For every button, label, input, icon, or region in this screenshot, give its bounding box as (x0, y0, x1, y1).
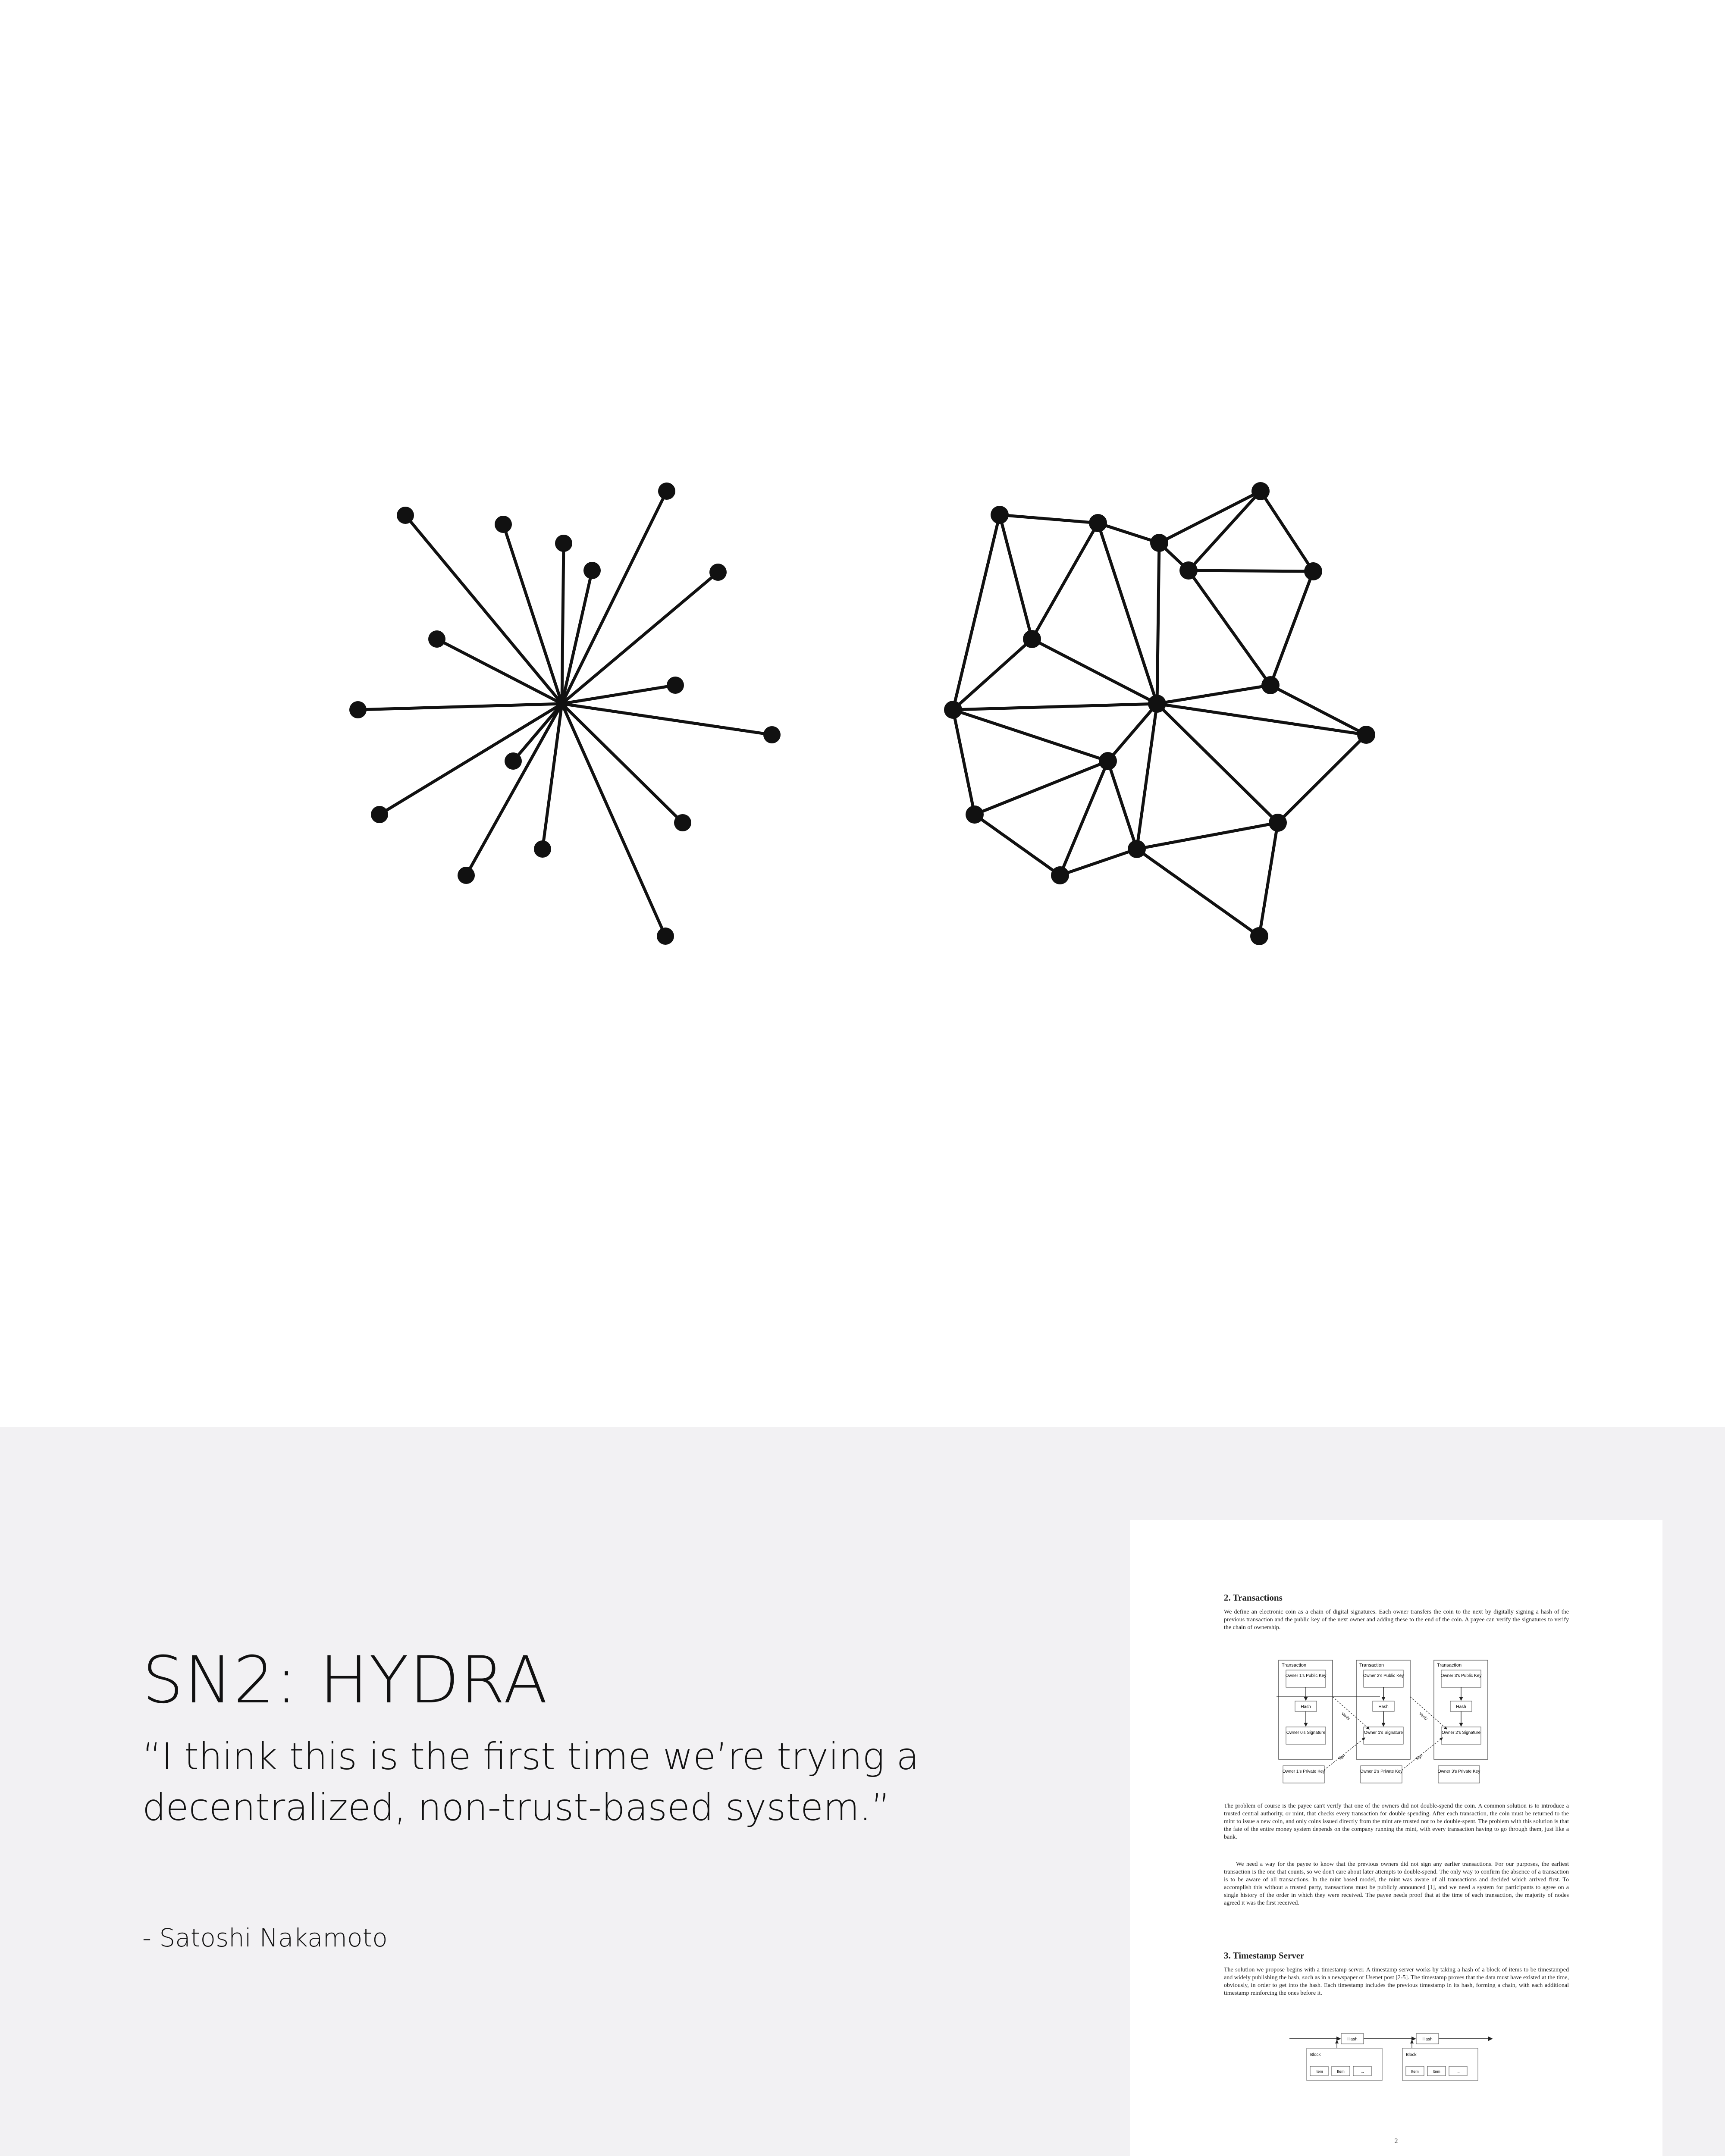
mesh-node (991, 506, 1009, 524)
mesh-edge (1270, 571, 1313, 685)
hash-label-1: Hash (1347, 2037, 1358, 2042)
item-label-2: Item (1337, 2069, 1345, 2074)
quote-line-2: decentralized, non-trust-based system.” (142, 1786, 891, 1829)
hash-label-2: Hash (1422, 2037, 1433, 2042)
mesh-edge (1159, 491, 1261, 543)
owner-2-signature: Owner 2's Signature (1441, 1730, 1481, 1735)
page-title: SN2: HYDRA (142, 1643, 549, 1718)
item-ellipsis-2: ... (1456, 2069, 1460, 2074)
section-3-heading: 3. Timestamp Server (1224, 1950, 1305, 1961)
star-node (397, 507, 414, 524)
owner-0-signature: Owner 0's Signature (1286, 1730, 1326, 1735)
quote-author: - Satoshi Nakamoto (142, 1923, 388, 1952)
mesh-node (1251, 482, 1270, 500)
mesh-edge (1259, 823, 1278, 936)
star-node (709, 564, 727, 581)
mesh-edge (953, 710, 1108, 761)
star-edge (562, 704, 683, 823)
star-node (674, 814, 691, 831)
paragraph-double-spend: The problem of course is the payee can't verify that one of the owners did not double-spend the coin. A common solution is to introduce a trusted central authority, or mint, that checks every transaction for double spending. After each transaction, the coin must be returned to the mint to issue a new coin, and only coins issued directly from the mint are trusted not to be double-spent. The problem with this solution is that the fate of the entire money system depends on the company running the mint, with every transaction having to go through them, just like a bank. (1224, 1803, 1569, 1840)
owner-1-public-key: Owner 1's Public Key (1285, 1673, 1327, 1678)
mesh-edge (953, 515, 1000, 710)
mesh-edge (1032, 523, 1098, 639)
star-node (495, 516, 512, 533)
star-edge (562, 543, 564, 704)
mesh-edge (1137, 849, 1259, 936)
star-node (458, 867, 475, 884)
section-2-intro: We define an electronic coin as a chain of digital signatures. Each owner transfers the coin to the next by digitally signing a hash of the previous transaction and the public key of the next owner and adding these to the end of the coin. A payee can verify the signatures to verify the chain of ownership. (1224, 1609, 1569, 1631)
star-node (505, 752, 522, 770)
mesh-edge (1137, 823, 1278, 849)
star-edge (380, 704, 562, 815)
mesh-node (1269, 814, 1287, 832)
transaction-label-3: Transaction (1437, 1663, 1462, 1668)
mesh-edge (1157, 543, 1159, 704)
star-edge (543, 704, 562, 849)
mesh-node (1128, 840, 1146, 858)
mesh-edge (1157, 685, 1270, 704)
mesh-node (966, 805, 984, 824)
transaction-label-2: Transaction (1359, 1663, 1384, 1668)
mesh-edge (1000, 515, 1098, 523)
item-label-3: Item (1411, 2069, 1419, 2074)
mesh-edge (1261, 491, 1313, 571)
mesh-edge (953, 639, 1032, 710)
item-ellipsis-1: ... (1361, 2069, 1364, 2074)
mesh-edge (1000, 515, 1032, 639)
mesh-node (1051, 866, 1069, 884)
quote-line-1: “I think this is the first time we’re trying a (142, 1735, 919, 1778)
owner-3-private-key: Owner 3's Private Key (1437, 1769, 1480, 1774)
star-node (658, 483, 675, 500)
mesh-edge (1060, 849, 1137, 875)
mesh-edge (953, 704, 1157, 710)
verify-label-2: Verify (1418, 1711, 1429, 1721)
star-node (555, 535, 572, 552)
star-node (763, 726, 781, 743)
mesh-edge (1189, 570, 1270, 685)
mesh-edge (1189, 570, 1313, 571)
mesh-node (944, 701, 962, 719)
owner-2-private-key: Owner 2's Private Key (1360, 1769, 1403, 1774)
mesh-node (1089, 514, 1107, 532)
mesh-node (1023, 630, 1041, 648)
hash-box-3: Hash (1456, 1705, 1466, 1709)
timestamp-chain-diagram (1289, 2031, 1505, 2087)
mesh-node (1250, 927, 1268, 945)
whitepaper-page (1130, 1520, 1662, 2156)
mesh-node (1150, 534, 1168, 552)
mesh-node (1148, 695, 1166, 713)
mesh-node (1357, 726, 1375, 744)
star-edge (562, 704, 665, 936)
paragraph-first-received: We need a way for the payee to know that the previous owners did not sign any earlier transactions. For our purposes, the earliest transaction is the one that counts, so we don't care about later attempts to double-spend. The only way to confirm the absence of a transaction is to be aware of all transactions. In the mint based model, the mint was aware of all transactions and decided which arrived first. To accomplish this without a trusted party, transactions must be publicly announced [1], and we need a system for participants to agree on a single history of the order in which they were received. The payee needs proof that at the time of each transaction, the majority of nodes agreed it was the first received. (1224, 1861, 1569, 1906)
transaction-label-1: Transaction (1282, 1663, 1307, 1668)
star-edge (562, 491, 667, 704)
star-node (349, 701, 367, 718)
star-node (371, 806, 388, 823)
star-edge (358, 704, 562, 710)
block-label-2: Block (1406, 2053, 1417, 2057)
hash-box-1: Hash (1301, 1705, 1311, 1709)
mesh-node (1179, 561, 1198, 580)
section-2-heading: 2. Transactions (1224, 1592, 1283, 1603)
hash-box-2: Hash (1378, 1705, 1389, 1709)
sign-label-1: Sign (1337, 1753, 1346, 1761)
owner-2-public-key: Owner 2's Public Key (1363, 1673, 1404, 1678)
star-node (534, 840, 551, 858)
mesh-edge (1189, 491, 1261, 570)
star-node (583, 562, 601, 579)
star-node (428, 630, 445, 648)
mesh-node (1304, 562, 1322, 580)
star-edge (405, 515, 562, 704)
star-edge (562, 704, 772, 735)
mesh-edge (975, 815, 1060, 875)
owner-3-public-key: Owner 3's Public Key (1440, 1673, 1482, 1678)
mesh-edge (1157, 704, 1278, 823)
mesh-edge (1098, 523, 1159, 543)
paragraph-timestamp-server: The solution we propose begins with a timestamp server. A timestamp server works by taking a hash of a block of items to be timestamped and widely publishing the hash, such as in a newspaper or Usenet post [2-5]. The timestamp proves that the data must have existed at the time, obviously, in order to get into the hash. Each timestamp includes the previous timestamp in its hash, forming a chain, with each additional timestamp reinforcing the ones before it. (1224, 1967, 1569, 1996)
mesh-edge (1278, 735, 1366, 823)
item-label-1: Item (1315, 2069, 1323, 2074)
page-number: 2 (1394, 2137, 1398, 2145)
verify-label-1: Verify (1340, 1711, 1351, 1721)
star-edge (562, 572, 718, 704)
star-hub-node (556, 698, 568, 710)
item-label-4: Item (1433, 2069, 1440, 2074)
mesh-node (1261, 676, 1280, 694)
block-label-1: Block (1310, 2053, 1321, 2057)
mesh-edge (1108, 761, 1137, 849)
owner-1-signature: Owner 1's Signature (1364, 1730, 1403, 1735)
quote (142, 1731, 1026, 1833)
owner-1-private-key: Owner 1's Private Key (1282, 1769, 1325, 1774)
star-node (657, 928, 674, 945)
transactions-diagram (1276, 1658, 1518, 1787)
mesh-node (1099, 752, 1117, 770)
star-node (667, 677, 684, 694)
mesh-edge (953, 710, 975, 815)
sign-label-2: Sign (1414, 1753, 1424, 1761)
